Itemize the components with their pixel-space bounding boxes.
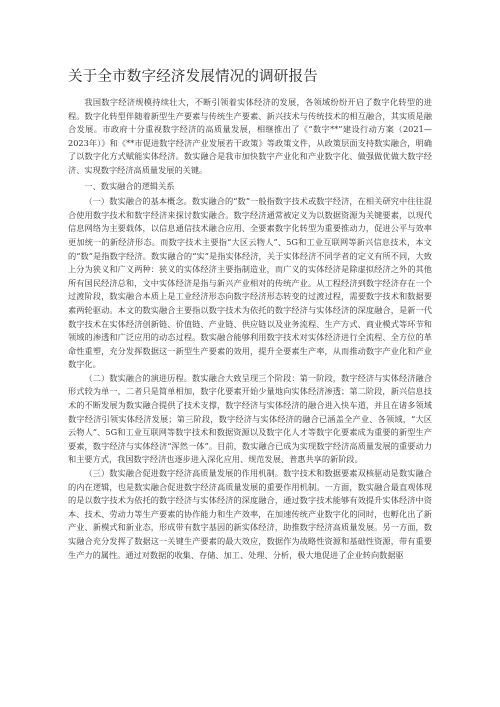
section-heading: 一、数实融合的逻辑关系	[84, 180, 175, 191]
paragraph-mechanism: （三）数实融合促进数字经济高质量发展的作用机制。数字技术和数据要素双核驱动是数实融合的内在逻辑，也是数实融合促进数字经济高质量发展的重要作用机制。一方面，数实融合最直观体现的是以数字技术为依托的数字经济与实体经济的深度融合，通过数字技术能够有效提升实体经济中资本、技术、劳动力等生产要素的协作能力和生产效率，在加速传统产业数字化的同时，也孵化出了新产业、新模式和新业态，形成带有数字基因的新实体经济，助推数字经济高质量发展。另一方面，数实融合充分发挥了数据这一关键生产要素的最大效应，数据作为战略性资源和基础性资源，带有重要生产力的属性。通过对数据的收集、存储、加工、处理、分析，极大地促进了企业转向数据驱	[68, 468, 432, 560]
paragraph-basic-concept: （一）数实融合的基本概念。数实融合的“数”一般指数字技术或数字经济，在相关研究中往往混合使用数字技术和数字经济来探讨数实融合。数字经济通常被定义为以数据资源为关键要素，以现代信息网络为主要载体，以信息通信技术融合应用、全要素数字化转型为重要推动力，促进公平与效率更加统一的新经济形态。而数字技术主要指“大区云物人”、5G和工业互联网等新兴信息技术，本文的“数”是指数字经济。数实融合的“实”是指实体经济，关于实体经济不同学者的定义有所不同，大致上分为狭义和广义两种：狭义的实体经济主要指制造业，而广义的实体经济是除虚拟经济之外的其他所有国民经济总和，文中实体经济是指与新兴产业相对的传统产业。从工程经济到数字经济存在一个过渡阶段，数实融合本质上是工业经济形态向数字经济形态转变的过渡过程，需要数字技术和数据要素两轮驱动。本文的数实融合主要指以数字技术为依托的数字经济与实体经济的深度融合，是新一代数字技术在实体经济创新链、价值链、产业链、供应链以及业务流程、生产方式、商业模式等环节和领域的渗透和广泛应用的动态过程。数实融合能够利用数字技术对实体经济进行全流程、全方位的革命性重塑，充分发挥数据这一新型生产要素的效用，提升全要素生产率，从而推动数字产业化和产业数字化。	[68, 196, 432, 370]
intro-paragraph: 我国数字经济规模持续壮大，不断引领着实体经济的发展，各领域纷纷开启了数字化转型的进程。数字化转型伴随着新型生产要素与传统生产要素、新兴技术与传统技术的相互融合，其实质是融合发展。市政府十分重视数字经济的高质量发展，相继推出了《“数字**”建设行动方案（2021—2023年）》和《**市促进数字经济产业发展若干政策》等政策文件，从政策层面支持数实融合，明确了以数字化方式赋能实体经济。数实融合是我市加快数字产业化和产业数字化、做强做优做大数字经济、实现数字经济高质量发展的关键。	[68, 97, 432, 175]
document-title: 关于全市数字经济发展情况的调研报告	[68, 69, 318, 85]
paragraph-evolution: （二）数实融合的演进历程。数实融合大致呈现三个阶段：第一阶段，数字经济与实体经济融合形式较为单一，二者只是简单相加，数字化要素开始少量地向实体经济渗透；第二阶段，新兴信息技术的不断发展为数实融合提供了技术支撑，数字经济与实体经济的融合进入快车道，并且在诸多领域数字经济引领实体经济发展；第三阶段，数字经济与实体经济的融合已涵盖全产业、各领域，“大区云物人”、5G和工业互联网等数字技术和数据资源以及数字化人才等数字化要素成为重要的新型生产要素，数字经济与实体经济“浑然一体”。目前，数实融合已成为实现数字经济高质量发展的重要动力和主要方式，我国数字经济也逐步进入深化应用、规范发展、普惠共享的新阶段。	[68, 372, 432, 465]
